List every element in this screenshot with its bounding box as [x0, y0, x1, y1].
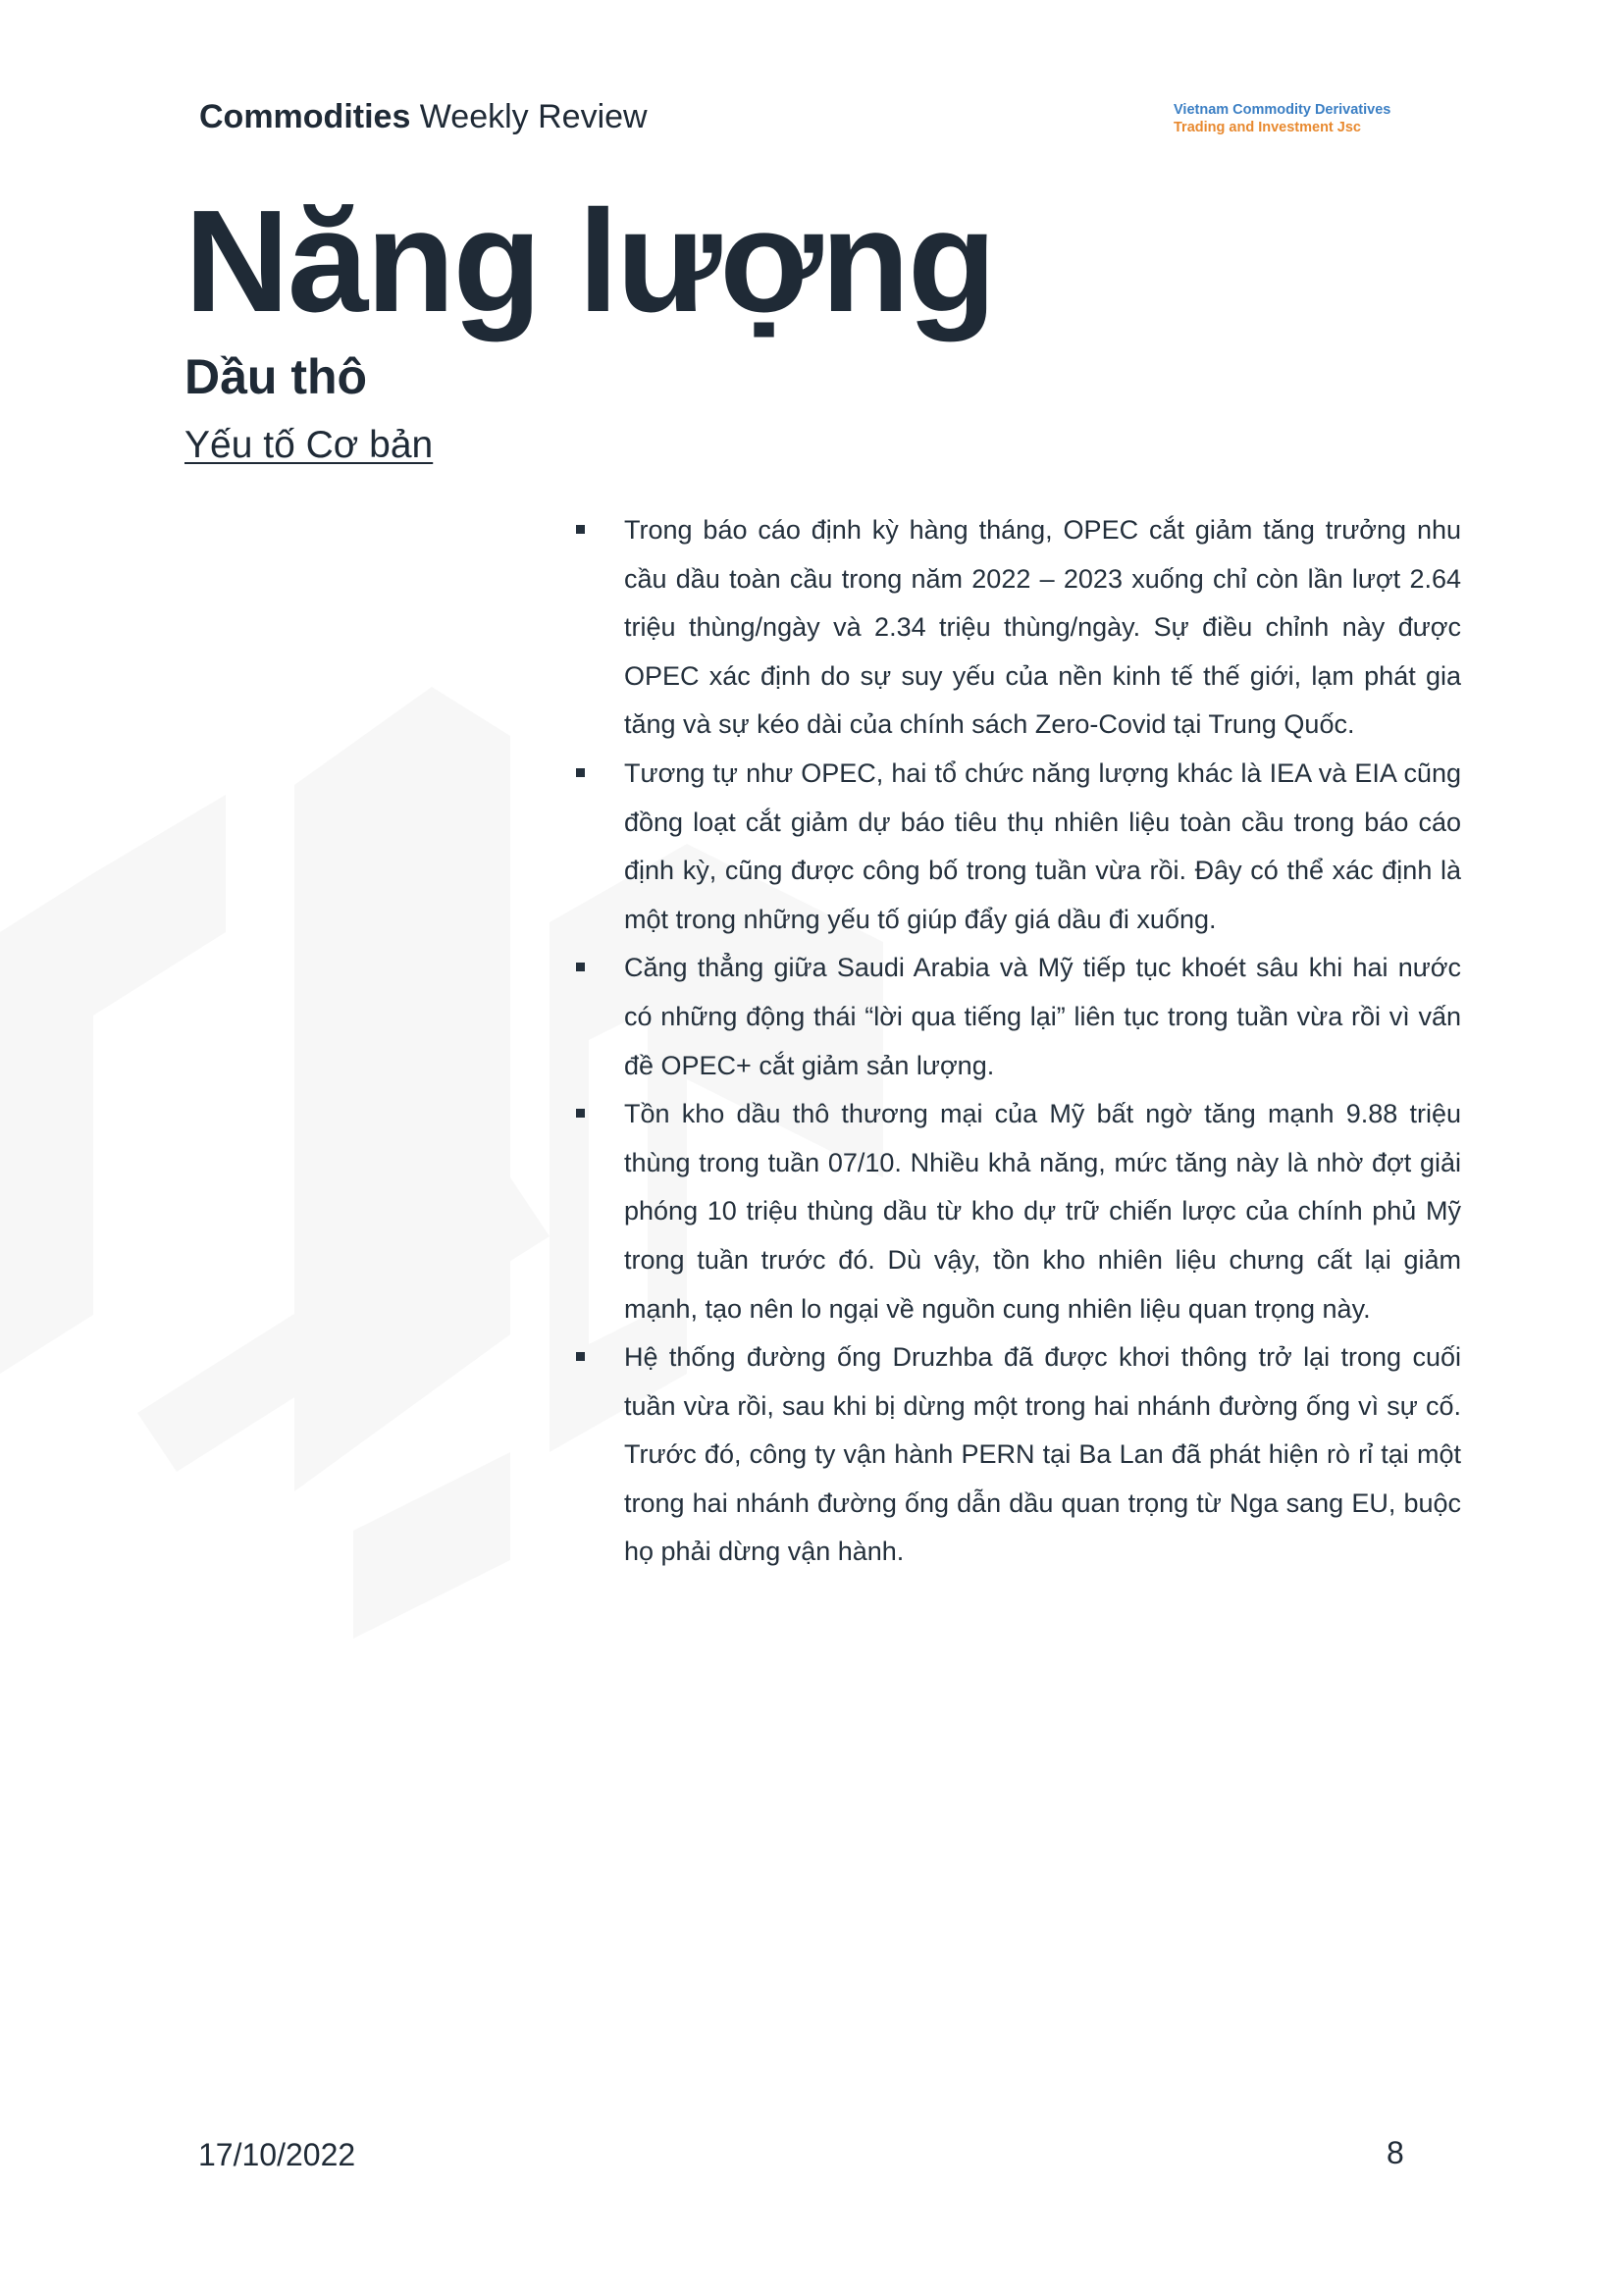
- page-number: 8: [1387, 2135, 1404, 2170]
- section-title: Dầu thô: [184, 349, 368, 404]
- bullet-square-icon: [576, 525, 585, 534]
- footer-date: 17/10/2022: [198, 2137, 356, 2172]
- bullet-square-icon: [576, 963, 585, 971]
- bullet-square-icon: [576, 1109, 585, 1118]
- subsection-title: Yếu tố Cơ bản: [184, 424, 434, 466]
- report-header-title: [199, 98, 648, 136]
- header-title-bold: Commodities: [199, 98, 411, 135]
- bullet-square-icon: [576, 1352, 585, 1361]
- bullet-item: [572, 1333, 1461, 1577]
- bullet-list: [572, 506, 1461, 1577]
- bullet-text: Căng thẳng giữa Saudi Arabia và Mỹ tiếp tục khoét sâu khi hai nước có những động thái “lời qua tiếng lại” liên tục trong tuần vừa rồi vì vấn đề OPEC+ cắt giảm sản lượng.: [624, 953, 1461, 1080]
- bullet-text: Tồn kho dầu thô thương mại của Mỹ bất ngờ tăng mạnh 9.88 triệu thùng trong tuần 07/10. Nhiều khả năng, mức tăng này là nhờ đợt giải phóng 10 triệu thùng dầu từ kho dự trữ chiến lược của chính phủ Mỹ trong tuần trước đó. Dù vậy, tồn kho nhiên liệu chưng cất lại giảm mạnh, tạo nên lo ngại về nguồn cung nhiên liệu quan trọng này.: [624, 1099, 1461, 1324]
- bullet-text: Trong báo cáo định kỳ hàng tháng, OPEC cắt giảm tăng trưởng nhu cầu dầu toàn cầu trong năm 2022 – 2023 xuống chỉ còn lần lượt 2.64 triệu thùng/ngày và 2.34 triệu thùng/ngày. Sự điều chỉnh này được OPEC xác định do sự suy yếu của nền kinh tế thế giới, lạm phát gia tăng và sự kéo dài của chính sách Zero-Covid tại Trung Quốc.: [624, 515, 1461, 740]
- bullet-text: Hệ thống đường ống Druzhba đã được khơi thông trở lại trong cuối tuần vừa rồi, sau khi bị dừng một trong hai nhánh đường ống vì sự cố. Trước đó, công ty vận hành PERN tại Ba Lan đã phát hiện rò rỉ tại một trong hai nhánh đường ống dẫn dầu quan trọng từ Nga sang EU, buộc họ phải dừng vận hành.: [624, 1342, 1461, 1567]
- bullet-item: [572, 506, 1461, 750]
- bullet-text: Tương tự như OPEC, hai tổ chức năng lượng khác là IEA và EIA cũng đồng loạt cắt giảm dự báo tiêu thụ nhiên liệu toàn cầu trong báo cáo định kỳ, cũng được công bố trong tuần vừa rồi. Đây có thể xác định là một trong những yếu tố giúp đẩy giá dầu đi xuống.: [624, 757, 1461, 934]
- bullet-item: [572, 750, 1461, 944]
- header-title-rest: Weekly Review: [410, 98, 648, 135]
- bullet-item: [572, 944, 1461, 1090]
- page-title: Năng lượng: [184, 181, 995, 342]
- bullet-item: [572, 1090, 1461, 1333]
- brand-line-1: Vietnam Commodity Derivatives: [1174, 102, 1391, 118]
- bullet-square-icon: [576, 768, 585, 777]
- brand-line-2: Trading and Investment Jsc: [1174, 120, 1361, 135]
- brand-logo-text: [1174, 101, 1390, 136]
